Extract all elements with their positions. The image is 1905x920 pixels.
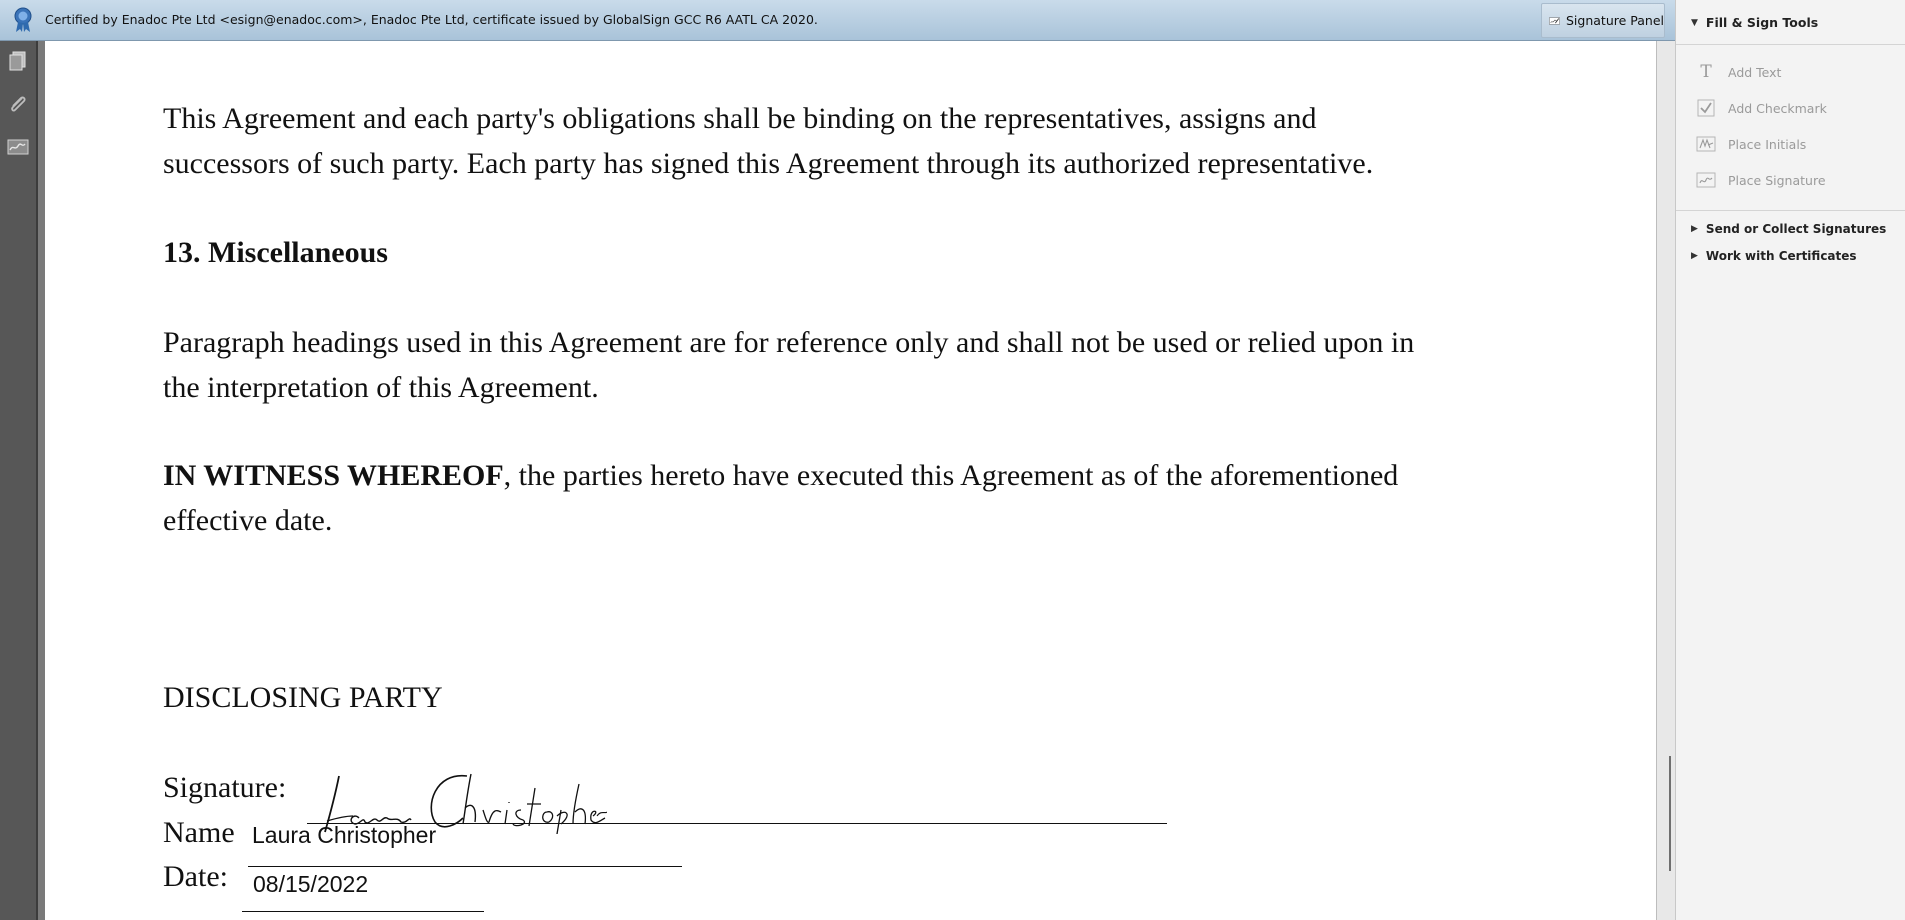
paragraph-line: effective date.: [163, 504, 333, 537]
fill-sign-tools-header[interactable]: [1691, 15, 1818, 30]
pages-icon[interactable]: [6, 49, 30, 73]
place-signature-label: Place Signature: [1728, 172, 1826, 188]
checkmark-icon: [1696, 99, 1716, 117]
witness-clause: [163, 453, 1398, 498]
paragraph-line: the interpretation of this Agreement.: [163, 371, 599, 404]
collapsed-triangle-icon: ▶: [1691, 251, 1698, 261]
certification-bar: [0, 0, 1675, 41]
place-initials-label: Place Initials: [1728, 136, 1807, 152]
text-icon: T: [1700, 62, 1712, 82]
add-text-tool[interactable]: [1696, 63, 1781, 81]
witness-clause-bold: IN WITNESS WHEREOF: [163, 459, 504, 492]
work-with-certificates-label: Work with Certificates: [1705, 249, 1857, 263]
add-checkmark-label: Add Checkmark: [1728, 100, 1827, 116]
signature-panel-button[interactable]: [1541, 3, 1665, 38]
expanded-triangle-icon: ▼: [1691, 17, 1698, 28]
section-heading: 13. Miscellaneous: [163, 236, 388, 269]
date-value: 08/15/2022: [253, 871, 369, 897]
fill-sign-tools-label: Fill & Sign Tools: [1705, 15, 1819, 30]
signature-panel-label: Signature Panel: [1566, 13, 1664, 28]
attachments-icon[interactable]: [6, 93, 30, 117]
paragraph-line: This Agreement and each party's obligations shall be binding on the representatives, assigns and: [163, 102, 1317, 135]
vertical-scrollbar[interactable]: [1656, 41, 1676, 920]
divider: [1676, 210, 1905, 211]
tools-pane: [1675, 0, 1905, 920]
document-viewer[interactable]: [38, 41, 1656, 920]
document-page: [45, 41, 1656, 920]
certificate-ribbon-icon: [12, 7, 34, 33]
name-value: Laura Christopher: [252, 822, 437, 848]
signature-pen-icon: [1549, 11, 1560, 31]
divider: [1676, 44, 1905, 45]
work-with-certificates-header[interactable]: [1691, 249, 1857, 263]
signature-label: Signature:: [163, 771, 287, 804]
scrollbar-thumb[interactable]: [1669, 756, 1671, 871]
name-label: Name: [163, 816, 235, 849]
place-signature-tool[interactable]: [1696, 171, 1826, 189]
date-label: Date:: [163, 860, 228, 893]
signature-icon: [1696, 171, 1716, 189]
place-initials-tool[interactable]: [1696, 135, 1806, 153]
paragraph-line: Paragraph headings used in this Agreement are for reference only and shall not be used or relied upon in: [163, 326, 1415, 359]
paragraph-line: successors of such party. Each party has signed this Agreement through its authorized representative.: [163, 147, 1374, 180]
send-collect-signatures-label: Send or Collect Signatures: [1705, 222, 1887, 236]
witness-clause-text: , the parties hereto have executed this Agreement as of the aforementioned: [503, 459, 1399, 492]
collapsed-triangle-icon: ▶: [1691, 224, 1698, 234]
certification-message: Certified by Enadoc Pte Ltd <esign@enadoc.com>, Enadoc Pte Ltd, certificate issued by GlobalSign GCC R6 AATL CA 2020.: [45, 12, 818, 27]
send-collect-signatures-header[interactable]: [1691, 222, 1886, 236]
initials-icon: [1696, 135, 1716, 153]
left-navigation-pane: [0, 41, 38, 920]
add-checkmark-tool[interactable]: [1696, 99, 1827, 117]
signatures-icon[interactable]: [6, 135, 30, 159]
party-label: DISCLOSING PARTY: [163, 681, 443, 714]
add-text-label: Add Text: [1728, 64, 1782, 80]
